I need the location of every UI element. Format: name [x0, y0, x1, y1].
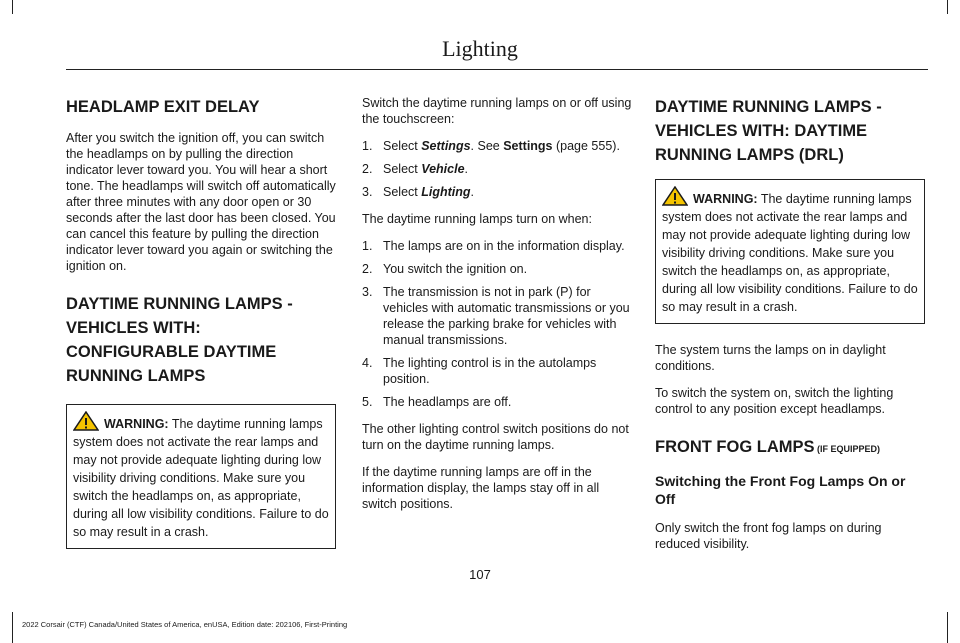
footer-edition: 2022 Corsair (CTF) Canada/United States of America, enUSA, Edition date: 202106, First-Printing — [22, 620, 348, 629]
list-item — [362, 261, 632, 277]
left-column — [66, 95, 336, 567]
warning-text: The daytime running lamps system does not activate the rear lamps and may not provide adequate lighting during low visibility driving conditions. Make sure you switch the headlamps on, as appropriate, during all low visibility conditions. Failure to do so may result in a crash. — [662, 192, 918, 314]
steps-list — [362, 138, 632, 200]
page-number: 107 — [469, 567, 491, 582]
paragraph-other-positions: The other lighting control switch positions do not turn on the daytime running lamps. — [362, 422, 629, 452]
list-number: 3. — [362, 285, 373, 299]
list-item — [362, 138, 632, 154]
crop-mark-bottom-right — [947, 612, 948, 643]
step-text: Select — [383, 185, 422, 199]
condition-text: The lamps are on in the information display. — [383, 239, 625, 253]
menu-item-settings: Settings — [421, 139, 471, 153]
heading-text: FRONT FOG LAMPS — [655, 438, 815, 456]
warning-label: WARNING: — [693, 192, 758, 206]
header-rule — [66, 69, 928, 70]
warning-triangle-icon — [73, 411, 99, 431]
paragraph-reduced-visibility: Only switch the front fog lamps on during reduced visibility. — [655, 521, 882, 551]
warning-box — [66, 404, 336, 549]
list-item — [362, 355, 632, 387]
list-number: 3. — [362, 185, 373, 199]
condition-text: The transmission is not in park (P) for vehicles with automatic transmissions or you release the parking brake for vehicles with manual transmissions. — [383, 285, 630, 347]
list-item — [362, 284, 632, 348]
paragraph-switch-on: To switch the system on, switch the lighting control to any position except headlamps. — [655, 386, 894, 416]
step-text: . See — [470, 139, 504, 153]
list-number: 4. — [362, 356, 373, 370]
condition-text: The lighting control is in the autolamps position. — [383, 356, 597, 386]
crop-mark-top-right — [947, 0, 948, 14]
paragraph-exit-delay: After you switch the ignition off, you can switch the headlamps on by pulling the direction indicator lever toward you. You will hear a short tone. The headlamps will switch off automatically after three minutes with any door open or 30 seconds after the last door has been closed. You can cancel this feature by pulling the direction indicator lever toward you again or switching the ignition on. — [66, 131, 336, 273]
conditions-list — [362, 238, 632, 410]
list-item — [362, 161, 632, 177]
step-text: (page 555). — [552, 139, 620, 153]
cross-reference-link[interactable]: Settings — [503, 139, 553, 153]
list-item — [362, 394, 632, 410]
paragraph-turn-on-intro: The daytime running lamps turn on when: — [362, 212, 592, 226]
paragraph-lamps-off: If the daytime running lamps are off in the information display, the lamps stay off in all switch positions. — [362, 465, 600, 511]
crop-mark-bottom-left — [12, 612, 13, 643]
condition-text: You switch the ignition on. — [383, 262, 528, 276]
page-title: Lighting — [442, 36, 518, 61]
right-column — [655, 95, 925, 563]
list-number: 2. — [362, 262, 373, 276]
heading-drl: DAYTIME RUNNING LAMPS - VEHICLES WITH: DAYTIME RUNNING LAMPS (DRL) — [655, 98, 882, 164]
heading-drl-configurable: DAYTIME RUNNING LAMPS - VEHICLES WITH: CONFIGURABLE DAYTIME RUNNING LAMPS — [66, 295, 293, 385]
middle-column — [362, 95, 632, 523]
condition-text: The headlamps are off. — [383, 395, 512, 409]
warning-triangle-icon — [662, 186, 688, 206]
list-item — [362, 238, 632, 254]
warning-text: The daytime running lamps system does not activate the rear lamps and may not provide adequate lighting during low visibility driving conditions. Make sure you switch the headlamps on, as appropriate, during all low visibility conditions. Failure to do so may result in a crash. — [73, 417, 329, 539]
step-text: . — [470, 185, 474, 199]
subheading-switching-fog-lamps: Switching the Front Fog Lamps On or Off — [655, 473, 906, 507]
list-number: 1. — [362, 239, 373, 253]
warning-box — [655, 179, 925, 324]
warning-label: WARNING: — [104, 417, 169, 431]
list-number: 1. — [362, 139, 373, 153]
heading-front-fog-lamps — [655, 435, 925, 461]
heading-headlamp-exit-delay: HEADLAMP EXIT DELAY — [66, 98, 260, 116]
list-number: 2. — [362, 162, 373, 176]
list-item — [362, 184, 632, 200]
step-text: . — [464, 162, 469, 176]
step-text: Select — [383, 162, 422, 176]
paragraph-daylight: The system turns the lamps on in daylight conditions. — [655, 343, 886, 373]
menu-item-vehicle: Vehicle — [421, 162, 465, 176]
crop-mark-top-left-h — [12, 0, 13, 14]
if-equipped-label: (IF EQUIPPED) — [814, 444, 881, 454]
menu-item-lighting: Lighting — [421, 185, 471, 199]
list-number: 5. — [362, 395, 373, 409]
paragraph-touchscreen-intro: Switch the daytime running lamps on or off using the touchscreen: — [362, 96, 632, 126]
step-text: Select — [383, 139, 422, 153]
